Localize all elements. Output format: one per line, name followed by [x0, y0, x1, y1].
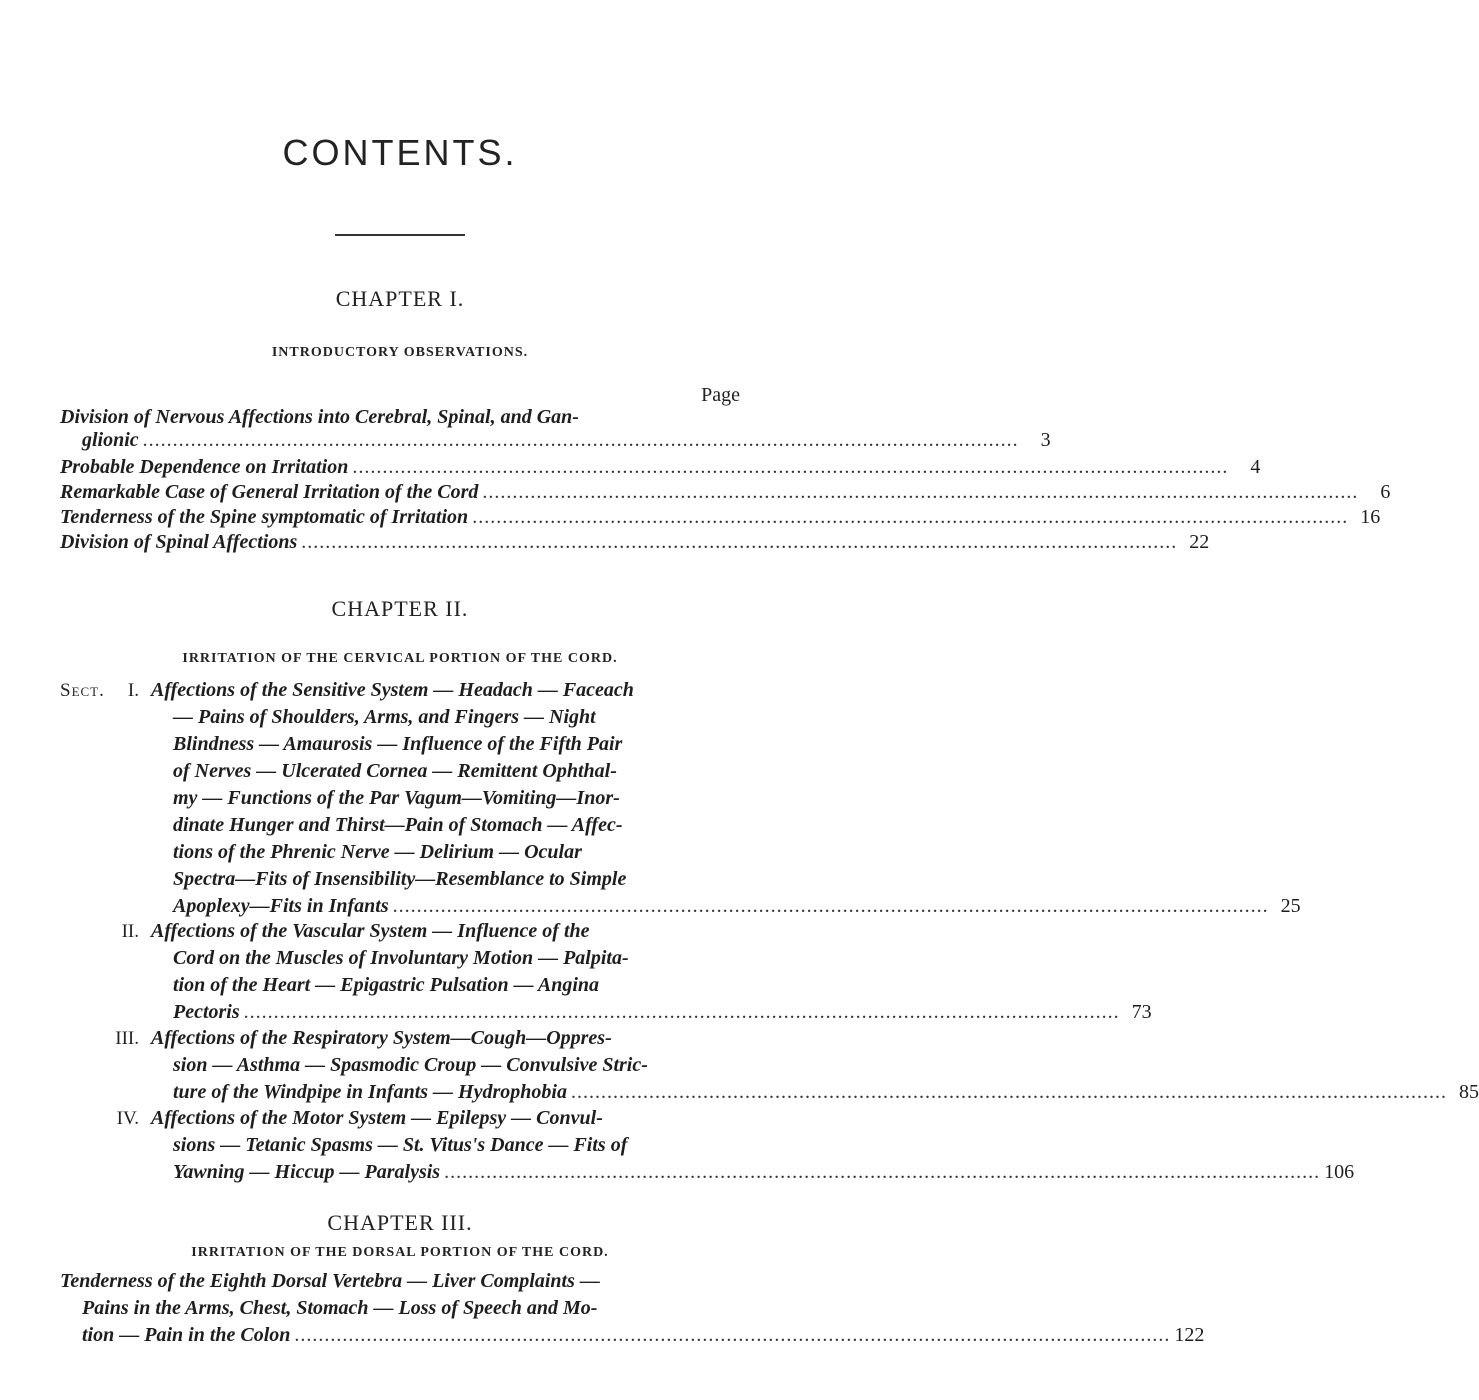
leader-dots: ..................................................................................................................................................: [472, 506, 1349, 528]
entry-page-number: 4: [1250, 456, 1261, 478]
entry-text: Pectoris: [173, 1001, 240, 1023]
entry-page-number: 25: [1280, 895, 1301, 917]
chapter-1-heading: CHAPTER I.: [335, 286, 465, 311]
entry-page-number: 3: [1040, 429, 1051, 451]
entry-text: Tenderness of the Spine symptomatic of Irritation: [60, 506, 469, 528]
section-numeral: III.: [115, 1028, 139, 1049]
entry-text: Division of Nervous Affections into Cerebral, Spinal, and Gan-: [60, 406, 579, 428]
title-rule: [335, 234, 465, 236]
entry-text: tion — Pain in the Colon: [82, 1324, 291, 1346]
entry-page-number: 73: [1131, 1001, 1152, 1023]
entry-page-number: 106: [1324, 1161, 1355, 1183]
leader-dots: ..................................................................................................................................................: [444, 1161, 1321, 1183]
entry-text: ture of the Windpipe in Infants — Hydrophobia: [173, 1081, 567, 1103]
sect-label: Sect.: [60, 680, 105, 701]
entry-page-number: 16: [1360, 506, 1381, 528]
section-numeral: II.: [121, 921, 139, 942]
toc-section[interactable]: [151, 918, 1152, 1026]
toc-section[interactable]: [151, 1025, 1479, 1106]
leader-dots: ..................................................................................................................................................: [243, 1001, 1120, 1023]
entry-text: Affections of the Respiratory System—Cough—Oppres-: [151, 1027, 612, 1049]
entry-text: tions of the Phrenic Nerve — Delirium — Ocular: [173, 841, 582, 863]
entry-text: of Nerves — Ulcerated Cornea — Remittent Ophthal-: [173, 760, 617, 782]
entry-text: Probable Dependence on Irritation: [60, 456, 349, 478]
entry-page-number: 6: [1380, 481, 1391, 503]
entry-text: Spectra—Fits of Insensibility—Resemblance to Simple: [173, 868, 627, 890]
entry-text: — Pains of Shoulders, Arms, and Fingers — Night: [173, 706, 596, 728]
entry-page-number: 22: [1189, 531, 1210, 553]
entry-page-number: 85: [1458, 1081, 1479, 1103]
entry-text: sions — Tetanic Spasms — St. Vitus's Dance — Fits of: [173, 1134, 628, 1156]
entry-text: dinate Hunger and Thirst—Pain of Stomach — Affec-: [173, 814, 623, 836]
toc-entry[interactable]: [60, 406, 1051, 452]
toc-entry[interactable]: [60, 1268, 1205, 1349]
leader-dots: ..................................................................................................................................................: [301, 531, 1178, 553]
entry-text: Division of Spinal Affections: [60, 531, 298, 553]
leader-dots: ..................................................................................................................................................: [392, 895, 1269, 917]
toc-section[interactable]: [151, 1105, 1355, 1186]
entry-text: Cord on the Muscles of Involuntary Motion — Palpita-: [173, 947, 629, 969]
chapter-3-subheading: IRRITATION OF THE DORSAL PORTION OF THE CORD.: [191, 1245, 609, 1260]
entry-text: glionic: [82, 429, 139, 451]
entry-text: my — Functions of the Par Vagum—Vomiting—Inor-: [173, 787, 620, 809]
toc-entry[interactable]: [60, 506, 1381, 529]
toc-entry[interactable]: [60, 456, 1261, 479]
page-column-label: Page: [701, 384, 740, 406]
chapter-2-heading: CHAPTER II.: [331, 596, 469, 621]
leader-dots: ..................................................................................................................................................: [570, 1081, 1447, 1103]
leader-dots: ..................................................................................................................................................: [142, 429, 1019, 451]
entry-text: Blindness — Amaurosis — Influence of the Fifth Pair: [173, 733, 623, 755]
entry-text: Yawning — Hiccup — Paralysis: [173, 1161, 441, 1183]
entry-text: Affections of the Vascular System — Influence of the: [151, 920, 590, 942]
chapter-2-subheading: IRRITATION OF THE CERVICAL PORTION OF THE CORD.: [182, 651, 618, 666]
entry-text: sion — Asthma — Spasmodic Croup — Convulsive Stric-: [173, 1054, 648, 1076]
entry-text: Tenderness of the Eighth Dorsal Vertebra — Liver Complaints —: [60, 1270, 600, 1292]
entry-text: Affections of the Sensitive System — Headach — Faceach: [151, 679, 634, 701]
leader-dots: ..................................................................................................................................................: [294, 1324, 1171, 1346]
entry-text: Affections of the Motor System — Epilepsy — Convul-: [151, 1107, 603, 1129]
section-numeral: IV.: [116, 1108, 139, 1129]
entry-text: tion of the Heart — Epigastric Pulsation — Angina: [173, 974, 599, 996]
chapter-3-heading: CHAPTER III.: [327, 1210, 473, 1235]
toc-section[interactable]: [151, 677, 1301, 920]
chapter-1-subheading: INTRODUCTORY OBSERVATIONS.: [271, 345, 529, 360]
leader-dots: ..................................................................................................................................................: [352, 456, 1229, 478]
entry-page-number: 122: [1174, 1324, 1205, 1346]
entry-text: Pains in the Arms, Chest, Stomach — Loss of Speech and Mo-: [82, 1297, 598, 1319]
leader-dots: ..................................................................................................................................................: [482, 481, 1359, 503]
section-numeral: I.: [127, 680, 139, 701]
toc-entry[interactable]: [60, 531, 1210, 554]
page-title: CONTENTS.: [282, 132, 518, 173]
entry-text: Apoplexy—Fits in Infants: [173, 895, 389, 917]
entry-text: Remarkable Case of General Irritation of the Cord: [60, 481, 479, 503]
toc-entry[interactable]: [60, 481, 1391, 504]
